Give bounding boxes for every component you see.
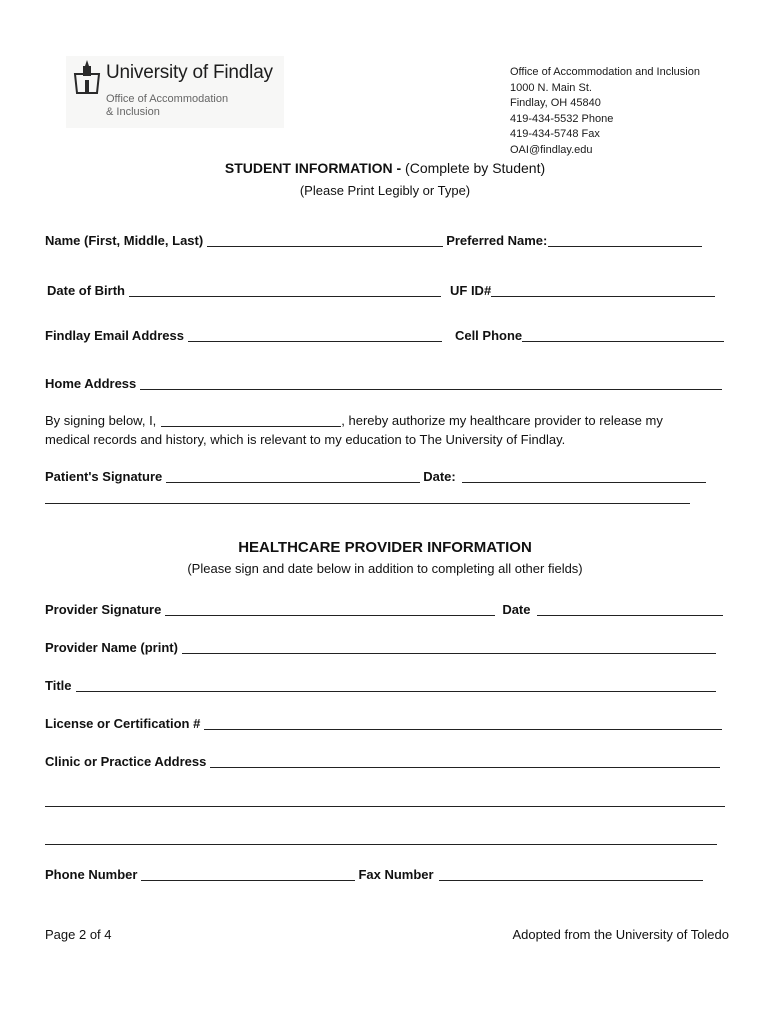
clinic-address-field[interactable] [210, 755, 720, 768]
student-title-text: STUDENT INFORMATION - [224, 160, 406, 176]
patient-date-label: Date: [423, 469, 456, 484]
provider-section-title: HEALTHCARE PROVIDER INFORMATION [238, 539, 532, 556]
name-label: Name (First, Middle, Last) [45, 233, 204, 248]
logo-subtitle-line2: & Inclusion [106, 106, 160, 118]
page-number: Page 2 of 4 [45, 927, 112, 942]
patient-signature-label: Patient's Signature [45, 469, 163, 484]
dob-row [47, 283, 718, 298]
authorization-line2: medical records and history, which is relevant to my education to The University of Findlay. [45, 432, 566, 447]
email-field[interactable] [188, 329, 442, 342]
provider-name-row [45, 640, 719, 655]
contact-office: Office of Accommodation and Inclusion [510, 66, 700, 78]
logo-name: University of Findlay [106, 62, 273, 83]
provider-name-label: Provider Name (print) [45, 640, 178, 655]
patient-signature-field[interactable] [166, 470, 420, 483]
provider-fax-field[interactable] [439, 868, 703, 881]
contact-phone: 419-434-5532 Phone [510, 112, 614, 125]
dob-label: Date of Birth [47, 283, 125, 298]
provider-phone-label: Phone Number [45, 867, 138, 882]
email-row [45, 328, 727, 343]
email-label: Findlay Email Address [45, 328, 184, 343]
license-row [45, 716, 725, 731]
name-field[interactable] [207, 234, 443, 247]
cell-phone-label: Cell Phone [454, 328, 523, 343]
ufid-label: UF ID# [450, 283, 492, 298]
provider-subtitle: (Please sign and date below in addition to completing all other fields) [187, 561, 583, 576]
adopted-note: Adopted from the University of Toledo [512, 927, 729, 942]
preferred-name-field[interactable] [548, 234, 702, 247]
provider-title-field[interactable] [76, 679, 716, 692]
contact-email: OAI@findlay.edu [510, 143, 593, 156]
clinic-address-label: Clinic or Practice Address [45, 754, 207, 769]
authorization-text-start: By signing below, I, [45, 413, 157, 428]
student-subtitle: (Please Print Legibly or Type) [299, 183, 471, 198]
patient-signature-row [45, 469, 709, 484]
provider-title-label: Title [45, 678, 72, 693]
student-title-note: (Complete by Student) [405, 160, 546, 176]
provider-phone-field[interactable] [141, 868, 355, 881]
section-divider [45, 503, 690, 504]
home-address-row [45, 376, 725, 391]
ufid-field[interactable] [491, 284, 715, 297]
contact-block [510, 65, 700, 159]
authorization-name-field[interactable] [161, 414, 341, 427]
license-label: License or Certification # [45, 716, 201, 731]
university-logo [66, 56, 284, 128]
patient-date-field[interactable] [462, 470, 706, 483]
provider-signature-field[interactable] [165, 603, 495, 616]
clinic-address-line2[interactable] [45, 806, 725, 807]
dob-field[interactable] [129, 284, 441, 297]
logo-subtitle-line1: Office of Accommodation [106, 93, 229, 105]
provider-name-field[interactable] [182, 641, 716, 654]
cell-phone-field[interactable] [522, 329, 724, 342]
preferred-name-label: Preferred Name: [446, 233, 548, 248]
provider-fax-label: Fax Number [358, 867, 434, 882]
student-section-title [0, 160, 770, 176]
authorization-text-end: , hereby authorize my healthcare provider to release my [341, 413, 663, 428]
building-tower-icon [70, 60, 104, 96]
clinic-address-row [45, 754, 723, 769]
home-address-field[interactable] [140, 377, 722, 390]
name-row [45, 233, 720, 248]
phone-fax-row [45, 867, 706, 882]
home-address-label: Home Address [45, 376, 137, 391]
contact-fax: 419-434-5748 Fax [510, 128, 600, 141]
contact-city: Findlay, OH 45840 [510, 97, 601, 110]
license-field[interactable] [204, 717, 722, 730]
provider-signature-label: Provider Signature [45, 602, 162, 617]
contact-street: 1000 N. Main St. [510, 81, 592, 94]
provider-signature-row [45, 602, 726, 617]
clinic-address-line3[interactable] [45, 844, 717, 845]
provider-title-row [45, 678, 719, 693]
provider-date-label: Date [502, 602, 531, 617]
authorization-line1 [45, 413, 663, 428]
provider-date-field[interactable] [537, 603, 723, 616]
